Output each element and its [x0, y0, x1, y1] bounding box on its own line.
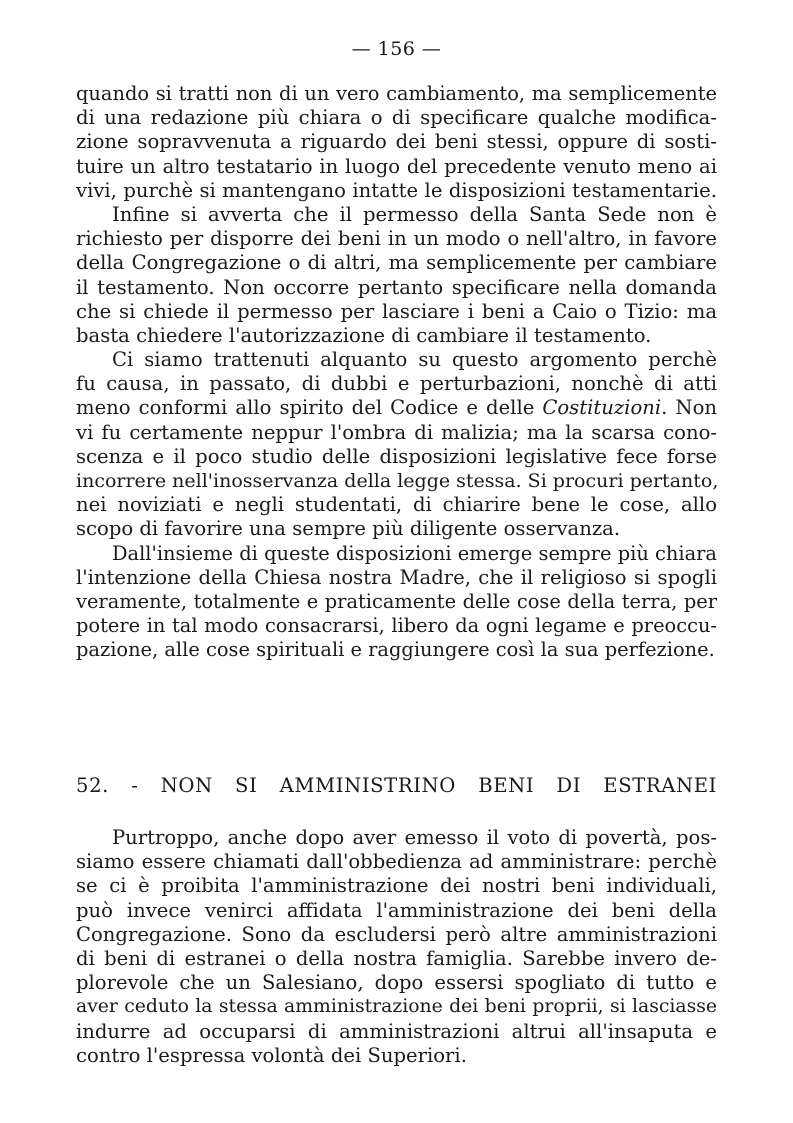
- text-line: plorevole che un Salesiano, dopo essersi spogliato di tutto e: [76, 971, 717, 995]
- text-line: della Congregazione o di altri, ma semplicemente per cambiare: [76, 251, 717, 275]
- text-line: scopo di favorire una sempre più diligente osservanza.: [76, 517, 621, 541]
- section-heading: 52. - NON SI AMMINISTRINO BENI DI ESTRANEI: [76, 774, 717, 797]
- text-line: vivi, purchè si mantengano intatte le disposizioni testamentarie.: [76, 178, 717, 202]
- text-line: vi fu certamente neppur l'ombra di malizia; ma la scarsa cono-: [76, 420, 717, 444]
- text-line: potere in tal modo consacrarsi, libero da ogni legame e preoccu-: [76, 614, 717, 638]
- page-number: — 156 —: [351, 38, 442, 60]
- text-line: fu causa, in passato, di dubbi e perturbazioni, nonchè di atti: [76, 372, 717, 396]
- text-line-with-italic: [76, 396, 717, 420]
- text-line: basta chiedere l'autorizzazione di cambiare il testamento.: [76, 323, 652, 347]
- text-line: siamo essere chiamati dall'obbedienza ad amministrare: perchè: [76, 850, 717, 874]
- text-line: incorrere nell'inosservanza della legge stessa. Si procuri pertanto,: [76, 470, 719, 492]
- text-line: può invece venirci affidata l'amministrazione dei beni della: [76, 898, 717, 922]
- top-text-block: [76, 82, 717, 663]
- text-line: richiesto per disporre dei beni in un modo o nell'altro, in favore: [76, 227, 717, 251]
- text-line: scenza e il poco studio delle disposizioni legislative fece forse: [76, 444, 717, 468]
- text-line: l'intenzione della Chiesa nostra Madre, che il religioso si spogli: [76, 565, 717, 589]
- text-line: contro l'espressa volontà dei Superiori.: [76, 1043, 467, 1067]
- text-line: quando si tratti non di un vero cambiamento, ma semplicemente: [76, 82, 717, 105]
- text-segment: meno conformi allo spirito del Codice e delle: [76, 396, 543, 420]
- text-line: nei noviziati e negli studentati, di chiarire bene le cose, allo: [76, 493, 717, 517]
- bottom-text-block: [76, 826, 717, 1068]
- text-line: se ci è proibita l'amministrazione dei nostri beni individuali,: [76, 874, 717, 898]
- text-line: veramente, totalmente e praticamente delle cose della terra, per: [76, 589, 717, 613]
- text-line: aver ceduto la stessa amministrazione dei beni proprii, si lasciasse: [76, 996, 717, 1018]
- text-segment: . Non: [661, 396, 717, 420]
- text-line: che si chiede il permesso per lasciare i beni a Caio o Tizio: ma: [76, 299, 717, 323]
- text-line: di beni di estranei o della nostra famiglia. Sarebbe invero de-: [76, 946, 717, 970]
- text-line: il testamento. Non occorre pertanto specificare nella domanda: [76, 275, 717, 299]
- text-line: indurre ad occuparsi di amministrazioni altrui all'insaputa e: [76, 1019, 717, 1043]
- text-line: Purtroppo, anche dopo aver emesso il voto di povertà, pos-: [112, 826, 717, 849]
- text-line: di una redazione più chiara o di specificare qualche modifica-: [76, 106, 717, 130]
- text-line: pazione, alle cose spirituali e raggiungere così la sua perfezione.: [76, 638, 715, 662]
- text-line: Congregazione. Sono da escludersi però altre amministrazioni: [76, 922, 717, 946]
- italic-word: Costituzioni: [542, 396, 662, 420]
- text-line: tuire un altro testatario in luogo del precedente venuto meno ai: [76, 154, 717, 178]
- text-line: Dall'insieme di queste disposizioni emerge sempre più chiara: [112, 541, 717, 565]
- text-line: Infine si avverta che il permesso della Santa Sede non è: [112, 202, 717, 226]
- text-line: zione sopravvenuta a riguardo dei beni stessi, oppure di sosti-: [76, 130, 717, 154]
- text-line: Ci siamo trattenuti alquanto su questo argomento perchè: [112, 348, 717, 372]
